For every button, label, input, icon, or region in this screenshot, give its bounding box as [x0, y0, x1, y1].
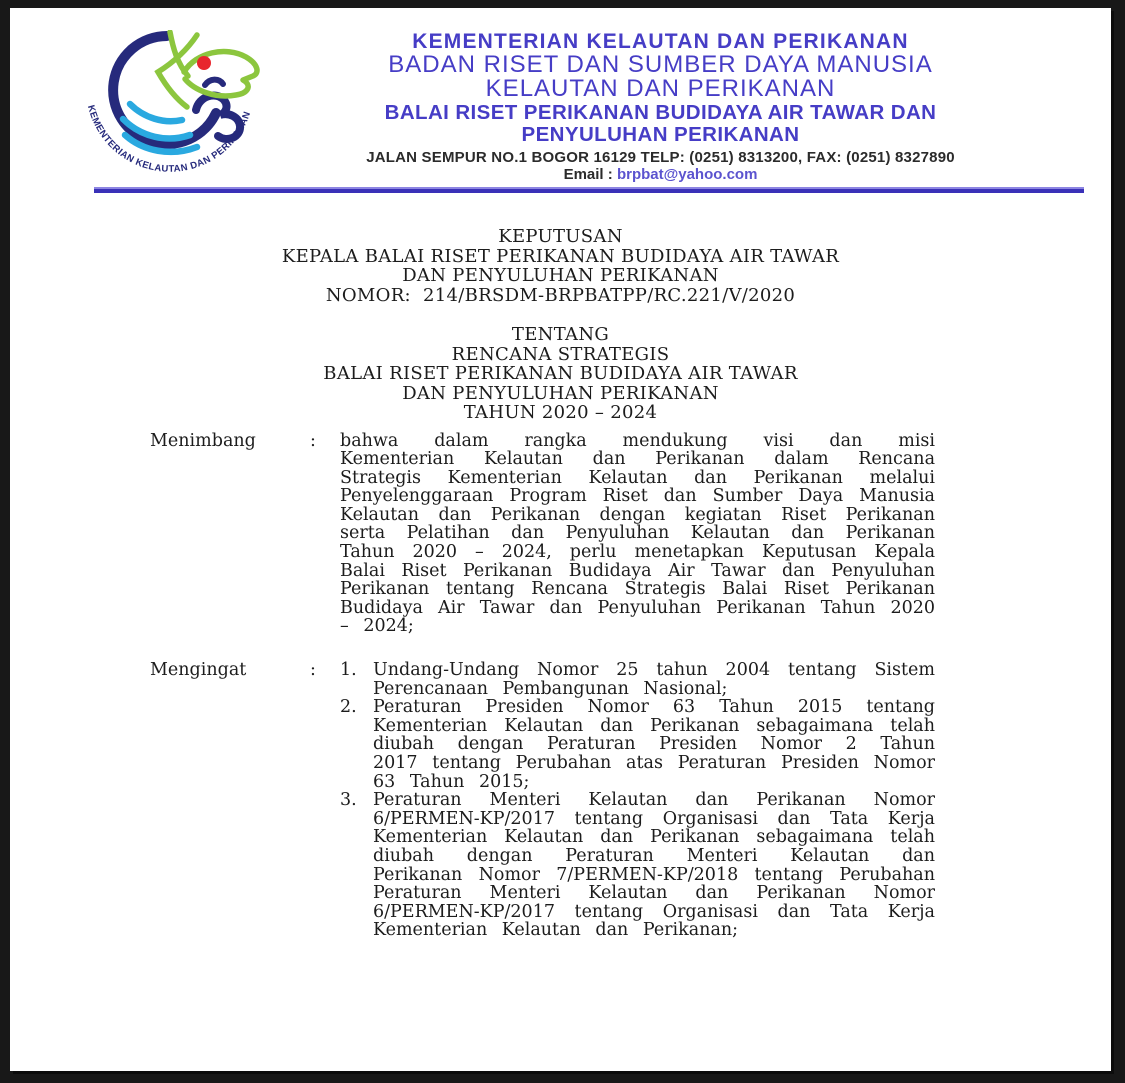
email-line — [265, 166, 1056, 183]
logo-ring-text: KEMENTERIAN KELAUTAN DAN PERIKANAN — [85, 103, 254, 174]
subject-tentang: TENTANG — [511, 324, 610, 345]
ministry-name: KEMENTERIAN KELAUTAN DAN PERIKANAN — [412, 30, 909, 53]
logo-fish-tail-2 — [158, 35, 197, 107]
list-item-number: 2. — [340, 697, 357, 718]
section-menimbang — [150, 432, 935, 637]
letterhead-text — [265, 30, 1056, 183]
list-item-number: 3. — [340, 790, 357, 811]
mengingat-list — [340, 661, 935, 940]
office-address: JALAN SEMPUR NO.1 BOGOR 16129 TELP: (0251) 8313200, FAX: (0251) 8327890 — [366, 149, 955, 166]
office-name-line1: BALAI RISET PERIKANAN BUDIDAYA AIR TAWAR DAN — [384, 101, 937, 124]
list-item-text: Undang-Undang Nomor 25 tahun 2004 tentang Sistem Perencanaan Pembangunan Nasional; — [373, 660, 935, 699]
agency-name-line1: BADAN RISET DAN SUMBER DAYA MANUSIA — [388, 51, 933, 78]
decree-body — [10, 227, 1111, 940]
email-label: Email : — [563, 166, 617, 183]
menimbang-colon: : — [310, 430, 316, 451]
list-item-number: 1. — [340, 660, 357, 681]
menimbang-paragraph: bahwa dalam rangka mendukung visi dan misi Kementerian Kelautan dan Perikanan dalam Rencana Strategis Kementerian Kelautan dan Perikanan melalui Penyelenggaraan Program Riset dan Sumber Daya Manusia Kelautan dan Perikanan dengan kegiatan Riset Perikanan serta Pelatihan dan Penyuluhan Kelautan dan Perikanan Tahun 2020 – 2024, perlu menetapkan Keputusan Kepala Balai Riset Perikanan Budidaya Air Tawar dan Penyuluhan Perikanan tentang Rencana Strategis Balai Riset Perikanan Budidaya Air Tawar dan Penyuluhan Perikanan Tahun 2020 – 2024; — [340, 430, 935, 637]
list-item — [340, 698, 935, 791]
logo-fish-body — [184, 52, 257, 96]
logo-fish-eye — [197, 56, 211, 70]
document-page — [10, 8, 1111, 1071]
decree-title-kepala: KEPALA BALAI RISET PERIKANAN BUDIDAYA AIR TAWAR — [281, 245, 840, 267]
decree-title-block — [10, 227, 1111, 305]
email-link[interactable]: brpbat@yahoo.com — [616, 166, 758, 183]
subject-balai: BALAI RISET PERIKANAN BUDIDAYA AIR TAWAR — [323, 363, 798, 384]
decree-title-dan: DAN PENYULUHAN PERIKANAN — [402, 265, 719, 286]
office-name-line2: PENYULUHAN PERIKANAN — [521, 123, 800, 146]
list-item-text: Peraturan Presiden Nomor 63 Tahun 2015 tentang Kementerian Kelautan dan Perikanan sebagaimana telah diubah dengan Peraturan Presiden Nomor 2 Tahun 2017 tentang Perubahan atas Peraturan Presiden Nomor 63 Tahun 2015; — [373, 697, 935, 792]
menimbang-label: Menimbang — [150, 430, 256, 451]
list-item — [340, 791, 935, 940]
ministry-logo — [66, 30, 264, 174]
mengingat-colon: : — [310, 660, 316, 681]
logo-wave-1 — [130, 104, 182, 121]
subject-dan: DAN PENYULUHAN PERIKANAN — [402, 382, 719, 404]
ministry-logo-icon — [66, 30, 264, 174]
subject-rencana: RENCANA STRATEGIS — [451, 343, 670, 365]
logo-wave-crest — [205, 80, 223, 85]
decree-title-keputusan: KEPUTUSAN — [498, 226, 623, 247]
decree-number: NOMOR: 214/BRSDM-BRPBATPP/RC.221/V/2020 — [325, 284, 796, 306]
agency-name-line2: KELAUTAN DAN PERIKANAN — [485, 75, 836, 102]
list-item-text: Peraturan Menteri Kelautan dan Perikanan Nomor 6/PERMEN-KP/2017 tentang Organisasi dan Tata Kerja Kementerian Kelautan dan Perikanan sebagaimana telah diubah dengan Peraturan Menteri Kelautan dan Perikanan Nomor 7/PERMEN-KP/2018 tentang Perubahan Peraturan Menteri Kelautan dan Perikanan Nomor 6/PERMEN-KP/2017 tentang Organisasi dan Tata Kerja Kementerian Kelautan dan Perikanan; — [373, 790, 935, 941]
subject-tahun: TAHUN 2020 – 2024 — [463, 402, 658, 423]
decree-subject-block — [10, 325, 1111, 423]
letterhead — [10, 8, 1111, 183]
section-mengingat — [150, 661, 935, 940]
list-item — [340, 661, 935, 698]
letterhead-divider — [94, 187, 1084, 193]
mengingat-label: Mengingat — [150, 660, 247, 681]
